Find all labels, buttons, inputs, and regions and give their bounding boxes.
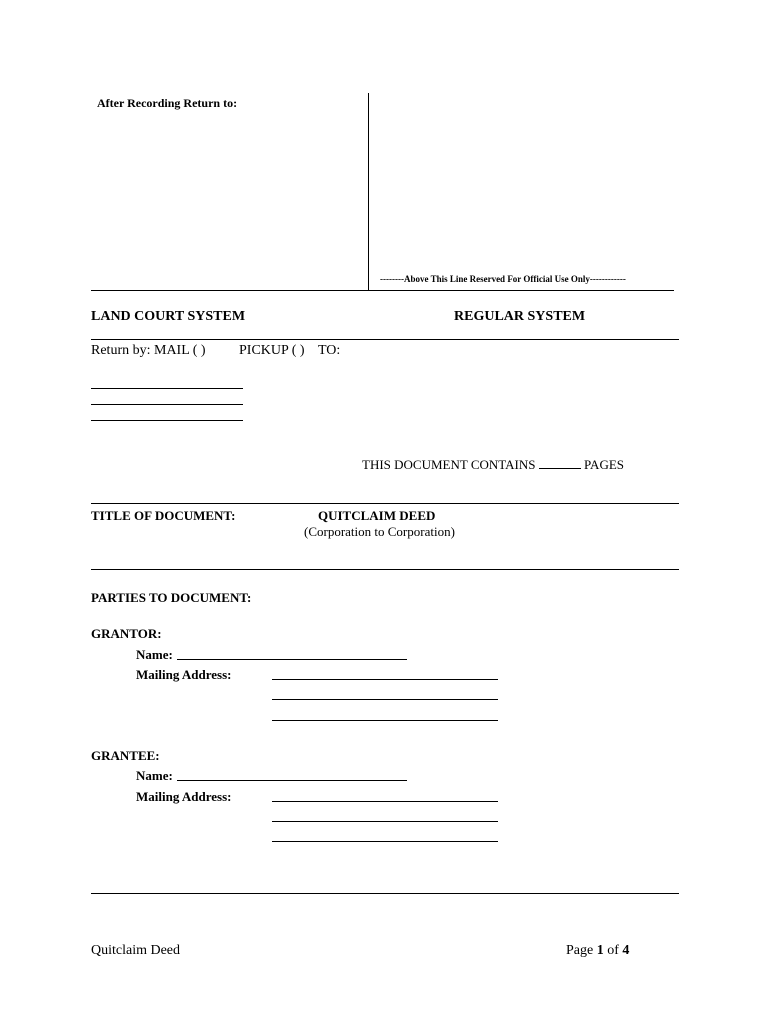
grantor-name-line[interactable]: [177, 659, 407, 660]
title-of-document-label: TITLE OF DOCUMENT:: [91, 508, 236, 523]
grantee-address-label: Mailing Address:: [136, 789, 232, 804]
page-count-prefix: THIS DOCUMENT CONTAINS: [362, 457, 536, 472]
grantee-address-line-1[interactable]: [272, 801, 498, 802]
grantor-address-line-1[interactable]: [272, 679, 498, 680]
footer-of-word: of: [607, 943, 619, 958]
title-top-divider: [91, 503, 679, 504]
return-address-line-2[interactable]: [91, 404, 243, 405]
systems-divider: [91, 339, 679, 340]
regular-system-heading: REGULAR SYSTEM: [454, 309, 586, 324]
recording-bottom-line-right: [369, 290, 674, 291]
grantor-address-label: Mailing Address:: [136, 667, 232, 682]
return-address-line-1[interactable]: [91, 388, 243, 389]
footer-page-number: 1: [596, 943, 604, 958]
reserved-note: --------Above This Line Reserved For Official Use Only------------: [380, 274, 626, 284]
document-title: QUITCLAIM DEED: [318, 508, 436, 523]
grantor-address-line-2[interactable]: [272, 699, 498, 700]
return-by-mail-label: Return by: MAIL ( ): [91, 343, 206, 358]
footer-page-word: Page: [566, 943, 594, 958]
parties-heading: PARTIES TO DOCUMENT:: [91, 590, 252, 605]
return-by-pickup-label: PICKUP ( ): [239, 343, 305, 358]
grantor-label: GRANTOR:: [91, 626, 162, 641]
grantee-label: GRANTEE:: [91, 748, 160, 763]
return-by-to-label: TO:: [318, 343, 341, 358]
page-count-statement: [362, 457, 624, 473]
document-subtitle: (Corporation to Corporation): [304, 524, 455, 539]
grantee-name-label: Name:: [136, 768, 173, 783]
footer-document-name: Quitclaim Deed: [91, 943, 181, 958]
grantee-address-line-3[interactable]: [272, 841, 498, 842]
footer-page-total: 4: [622, 943, 630, 958]
recording-divider: [368, 93, 369, 290]
grantor-address-line-3[interactable]: [272, 720, 498, 721]
grantee-name-line[interactable]: [177, 780, 407, 781]
footer-divider: [91, 893, 679, 894]
grantee-address-line-2[interactable]: [272, 821, 498, 822]
grantor-name-label: Name:: [136, 647, 173, 662]
page-count-suffix: PAGES: [584, 457, 624, 472]
title-bottom-divider: [91, 569, 679, 570]
land-court-system-heading: LAND COURT SYSTEM: [91, 309, 246, 324]
page-count-blank[interactable]: [539, 457, 581, 469]
footer-page-indicator: [566, 943, 629, 959]
recording-bottom-line-left: [91, 290, 369, 291]
return-address-line-3[interactable]: [91, 420, 243, 421]
return-to-label: After Recording Return to:: [97, 96, 238, 110]
